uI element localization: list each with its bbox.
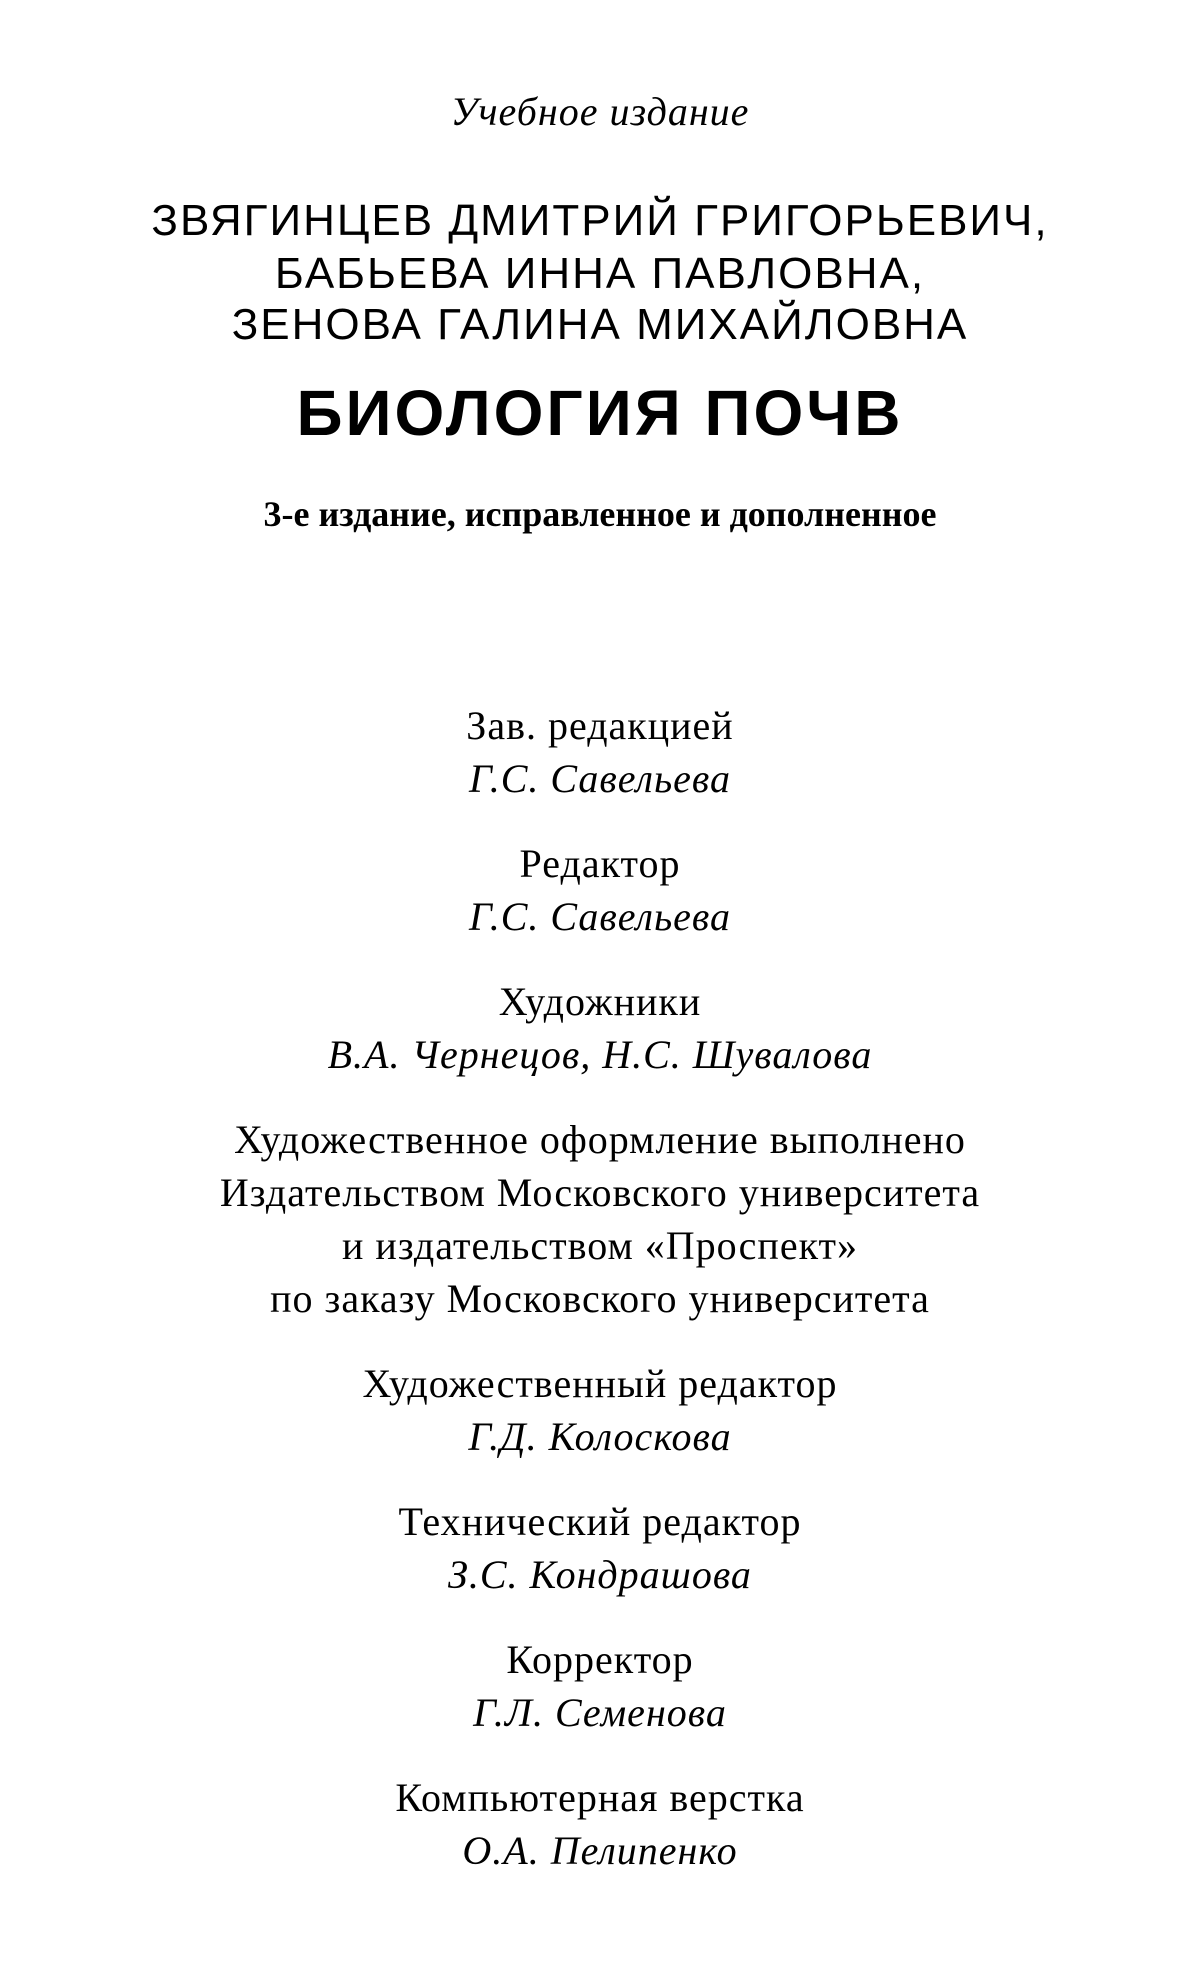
proofreader-name: Г.Л. Семенова xyxy=(473,1690,727,1735)
artists-names: В.А. Чернецов, Н.С. Шувалова xyxy=(327,1032,873,1077)
technical-editor-role: Технический редактор xyxy=(398,1499,802,1544)
book-title: БИОЛОГИЯ ПОЧВ xyxy=(296,377,904,449)
author-line-2: БАБЬЕВА ИННА ПАВЛОВНА, xyxy=(274,249,926,298)
technical-editor-name: З.С. Кондрашова xyxy=(448,1552,752,1597)
editor-name: Г.С. Савельева xyxy=(469,894,731,939)
design-note-line-3: и издательством «Проспект» xyxy=(342,1223,858,1268)
author-line-1: ЗВЯГИНЦЕВ ДМИТРИЙ ГРИГОРЬЕВИЧ, xyxy=(151,196,1049,245)
design-note-line-4: по заказу Московского университета xyxy=(270,1276,930,1321)
layout-name: О.А. Пелипенко xyxy=(462,1828,738,1873)
art-editor-name: Г.Д. Колоскова xyxy=(468,1414,732,1459)
design-note-line-2: Издательством Московского университета xyxy=(219,1170,981,1215)
edition-type: Учебное издание xyxy=(450,89,750,134)
artists-role: Художники xyxy=(498,979,702,1024)
head-of-editorial-role: Зав. редакцией xyxy=(466,703,734,748)
proofreader-role: Корректор xyxy=(506,1637,694,1682)
editor-role: Редактор xyxy=(519,841,681,886)
edition-subtitle: 3-е издание, исправленное и дополненное xyxy=(263,494,937,534)
author-line-3: ЗЕНОВА ГАЛИНА МИХАЙЛОВНА xyxy=(231,300,969,349)
head-of-editorial-name: Г.С. Савельева xyxy=(469,756,731,801)
layout-role: Компьютерная верстка xyxy=(395,1775,805,1820)
design-note-line-1: Художественное оформление выполнено xyxy=(234,1117,966,1162)
art-editor-role: Художественный редактор xyxy=(362,1361,838,1406)
